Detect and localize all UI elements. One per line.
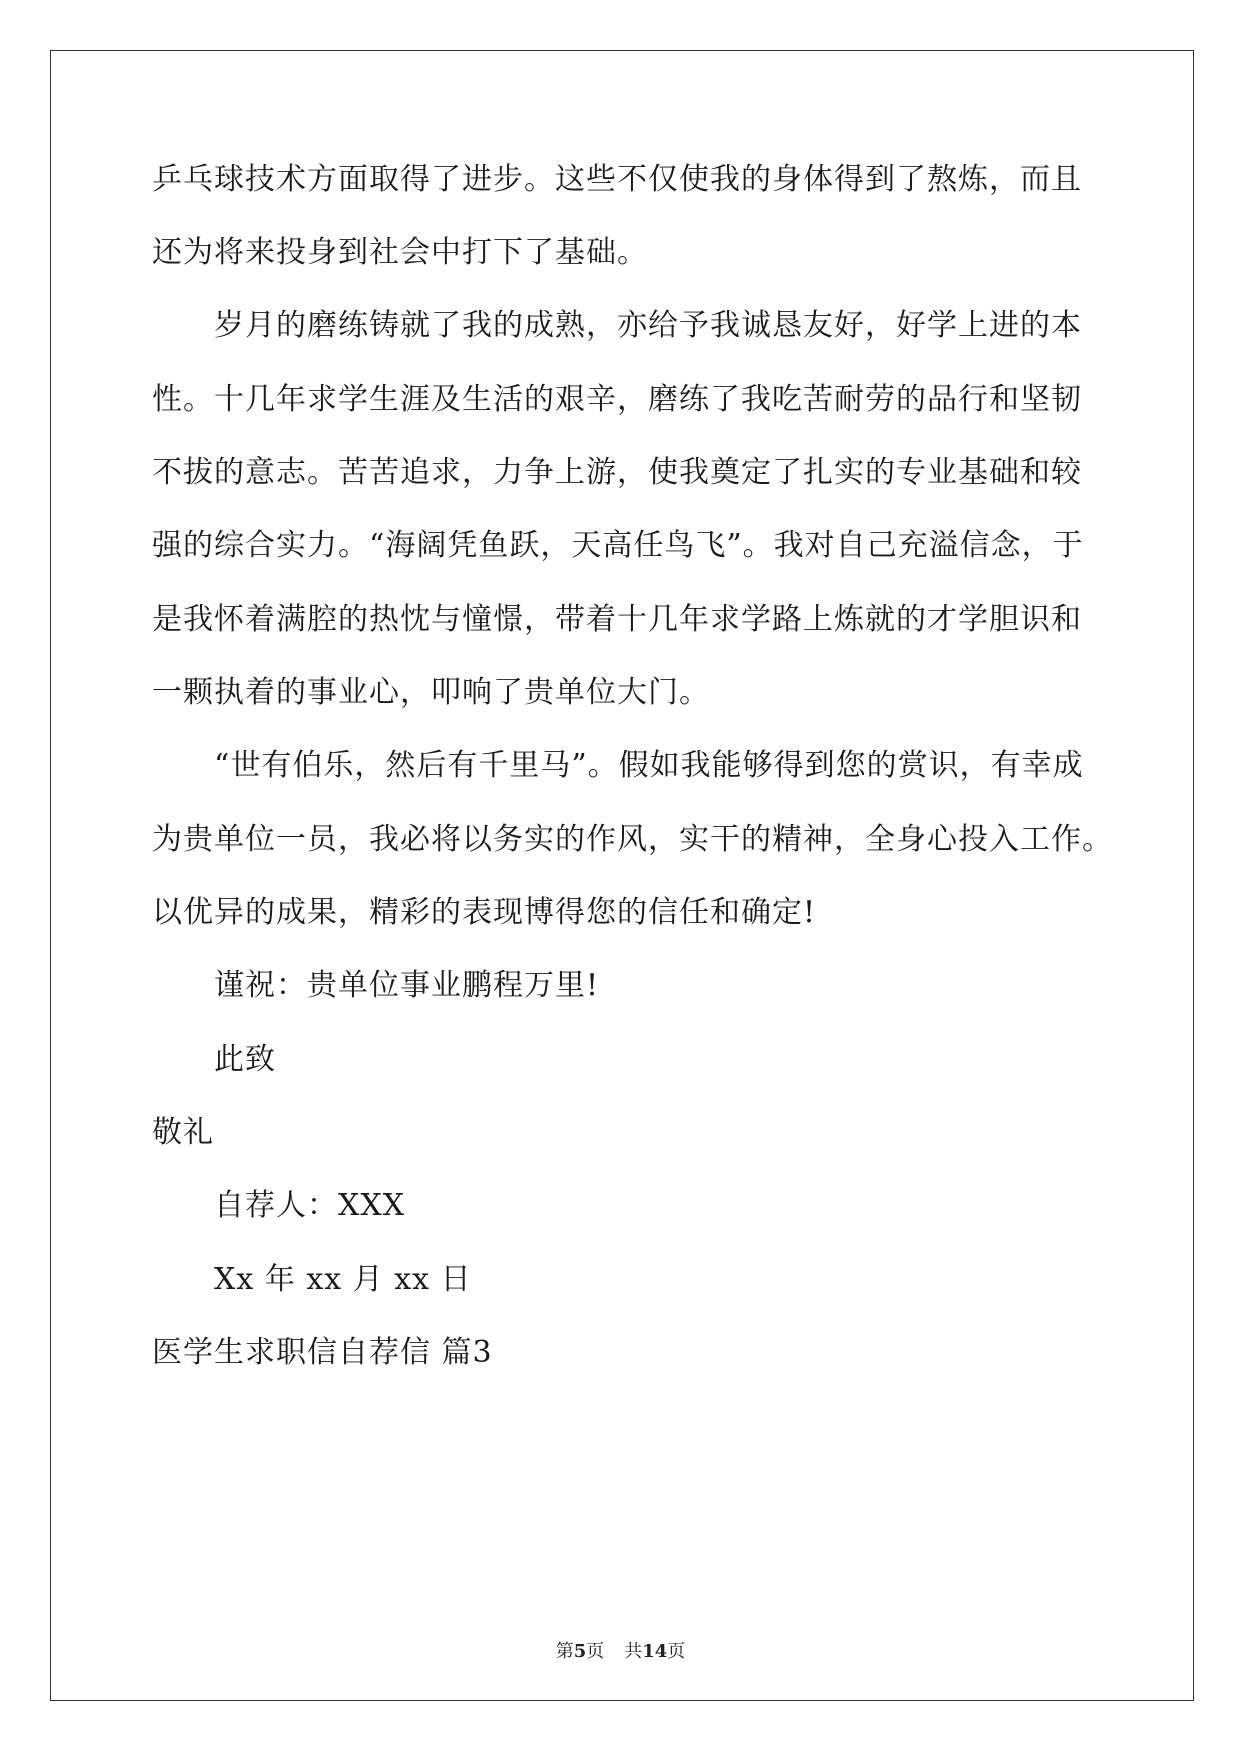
text-line-1: 乒乓球技术方面取得了进步。这些不仅使我的身体得到了熬炼，而且	[152, 162, 1082, 197]
footer-total-unit: 页	[667, 1641, 686, 1662]
footer-total-prefix: 共	[624, 1641, 643, 1662]
footer-page-unit: 页	[586, 1641, 605, 1662]
page-footer	[0, 1640, 1241, 1664]
text-line-5: 不拔的意志。苦苦追求，力争上游，使我奠定了扎实的专业基础和较	[152, 455, 1082, 490]
signature-name: 自荐人：XXX	[214, 1188, 406, 1223]
text-line-11: 以优异的成果，精彩的表现博得您的信任和确定!	[152, 895, 817, 930]
text-line-9: “世有伯乐，然后有千里马”。假如我能够得到您的赏识，有幸成	[214, 748, 1084, 783]
footer-prefix: 第	[555, 1641, 574, 1662]
page-border	[50, 50, 1194, 1701]
footer-total-pages: 14	[642, 1641, 668, 1662]
text-line-10: 为贵单位一员，我必将以务实的作风，实干的精神，全身心投入工作。	[152, 822, 1113, 857]
text-line-8: 一颗执着的事业心，叩响了贵单位大门。	[152, 675, 710, 710]
closing-wish: 谨祝：贵单位事业鹏程万里!	[214, 968, 600, 1003]
signature-date: Xx 年 xx 月 xx 日	[214, 1262, 472, 1297]
text-line-6: 强的综合实力。“海阔凭鱼跃，天高任鸟飞”。我对自己充溢信念，于	[152, 528, 1084, 563]
text-line-2: 还为将来投身到社会中打下了基础。	[152, 235, 648, 270]
footer-page-number: 5	[573, 1641, 587, 1662]
section-heading: 医学生求职信自荐信 篇3	[152, 1335, 493, 1370]
text-line-7: 是我怀着满腔的热忱与憧憬，带着十几年求学路上炼就的才学胆识和	[152, 602, 1082, 637]
text-line-3: 岁月的磨练铸就了我的成熟，亦给予我诚恳友好，好学上进的本	[214, 308, 1082, 343]
text-line-4: 性。十几年求学生涯及生活的艰辛，磨练了我吃苦耐劳的品行和坚韧	[152, 382, 1082, 417]
closing-cizhi: 此致	[214, 1042, 276, 1077]
closing-jingli: 敬礼	[152, 1115, 214, 1150]
